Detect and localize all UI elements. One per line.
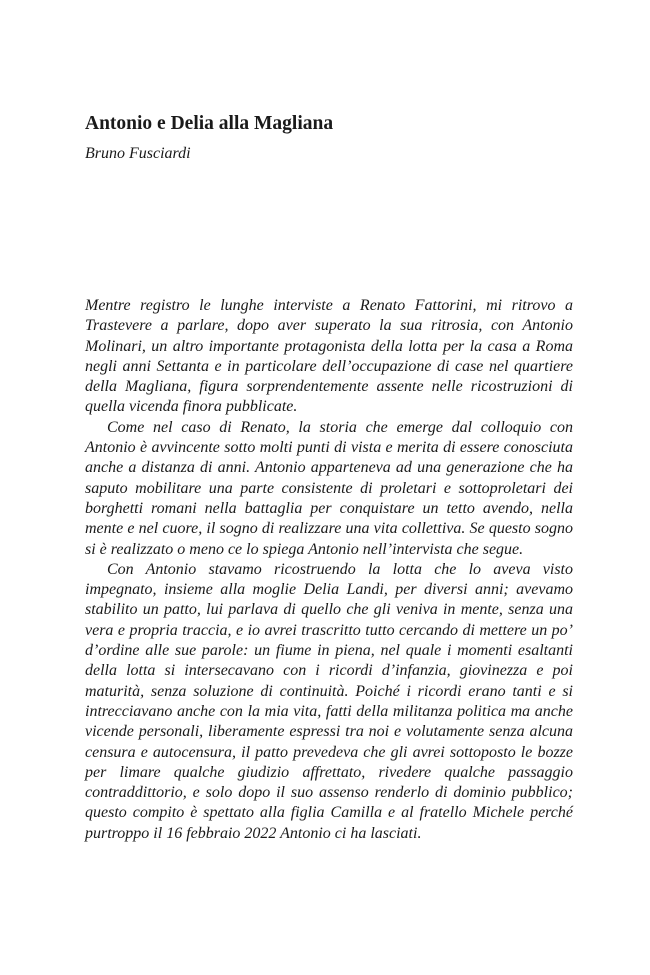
paragraph: Mentre registro le lunghe interviste a Renato Fattorini, mi ritrovo a Trastevere a parlare, dopo aver superato la sua ritrosia, con Antonio Molinari, un altro importante protagonista della lotta per la casa a Roma negli anni Settanta e in particolare dell’occupazione di case nel quartiere della Magliana, figura sorprendentemente assente nelle ricostruzioni di quella vicenda finora pubblicate. (85, 297, 573, 416)
chapter-body (85, 296, 573, 844)
chapter-author: Bruno Fusciardi (85, 145, 191, 162)
paragraph: Come nel caso di Renato, la storia che emerge dal colloquio con Antonio è avvincente sotto molti punti di vista e merita di essere conosciuta anche a distanza di anni. Antonio apparteneva ad una generazione che ha saputo mobilitare una parte consistente di proletari e sottoproletari dei borghetti romani nella battaglia per conquistare un tetto avendo, nella mente e nel cuore, il sogno di realizzare una vita collettiva. Se questo sogno si è realizzato o meno ce lo spiega Antonio nell’intervista che segue. (85, 418, 573, 558)
paragraph: Con Antonio stavamo ricostruendo la lotta che lo aveva visto impegnato, insieme alla moglie Delia Landi, per diversi anni; avevamo stabilito un patto, lui parlava di quello che gli veniva in mente, senza una vera e propria traccia, e io avrei trascritto tutto cercando di mettere un po’ d’ordine alle sue parole: un fiume in piena, nel quale i momenti esaltanti della lotta si intersecavano con i ricordi d’infanzia, giovinezza e poi maturità, senza soluzione di continuità. Poiché i ricordi erano tanti e si intrecciavano anche con la mia vita, fatti della militanza politica ma anche vicende personali, liberamente espressi tra noi e volutamente senza alcuna censura e autocensura, il patto prevedeva che gli avrei sottoposto le bozze per limare qualche giudizio affrettato, rivedere qualche passaggio contraddittorio, e solo dopo il suo assenso renderlo di dominio pubblico; questo compito è spettato alla figlia Camilla e al fratello Michele perché purtroppo il 16 febbraio 2022 Antonio ci ha lasciati. (85, 560, 573, 842)
chapter-title: Antonio e Delia alla Magliana (85, 113, 334, 134)
